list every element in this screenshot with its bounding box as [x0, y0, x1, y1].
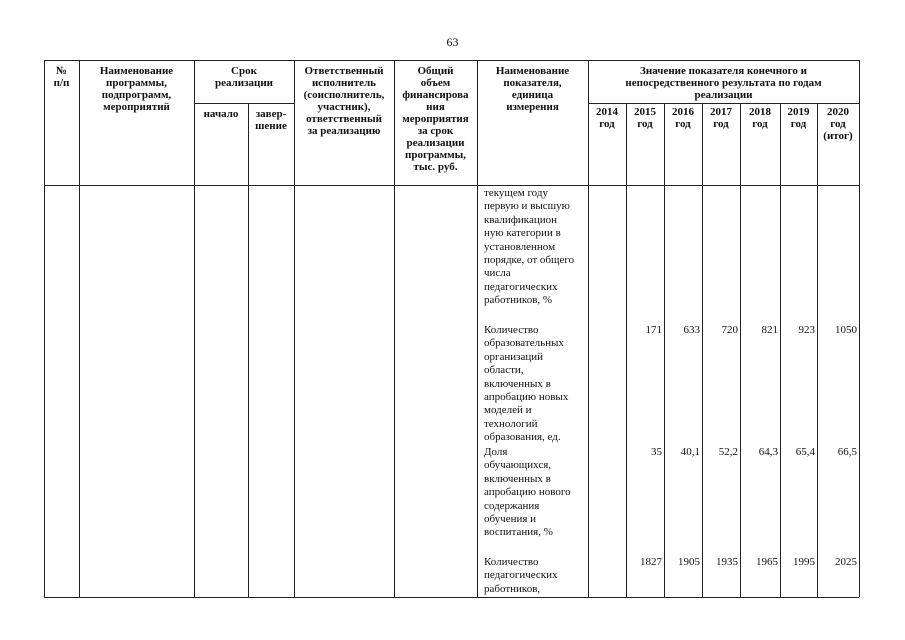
value-cell: 1827 [640, 556, 662, 568]
col-line-12 [780, 103, 781, 597]
value-cell: 65,4 [795, 446, 815, 458]
table-top-border [44, 60, 859, 61]
header-program-name: Наименование программы, подпрограмм, мероприятий [99, 65, 174, 113]
header-term: Срок реализации [214, 65, 274, 89]
header-bottom-rule [44, 185, 859, 186]
header-year-2020: 2020 год (итог) [823, 106, 853, 142]
table-bottom-border [44, 597, 859, 598]
value-cell: 66,5 [837, 446, 857, 458]
header-term-start: начало [203, 108, 239, 120]
indicator-text-4: Количество педагогических работников, [484, 556, 558, 595]
header-year-2016: 2016 год [672, 106, 694, 130]
col-line-8 [626, 103, 627, 597]
value-cell: 1935 [716, 556, 738, 568]
header-year-2015: 2015 год [634, 106, 656, 130]
col-line-2 [194, 60, 195, 597]
value-cell: 923 [798, 324, 815, 336]
col-line-13 [817, 103, 818, 597]
col-line-1 [79, 60, 80, 597]
header-num: № п/п [53, 65, 70, 89]
value-cell: 52,2 [718, 446, 738, 458]
header-year-2017: 2017 год [710, 106, 732, 130]
value-cell: 720 [721, 324, 738, 336]
indicators-table [44, 60, 859, 597]
header-funding: Общий объем финансирова ния мероприятия за срок реализации программы, тыс. руб. [402, 65, 469, 173]
value-cell: 1905 [678, 556, 700, 568]
header-term-end: завер- шение [255, 108, 287, 132]
value-cell: 35 [651, 446, 662, 458]
header-year-2018: 2018 год [749, 106, 771, 130]
value-cell: 1965 [756, 556, 778, 568]
value-cell: 1050 [835, 324, 857, 336]
value-cell: 171 [645, 324, 662, 336]
col-line-3 [248, 103, 249, 597]
value-cell: 40,1 [680, 446, 700, 458]
header-responsible: Ответственный исполнитель (соисполнитель, участник), ответственный за реализацию [303, 65, 385, 137]
header-indicator: Наименование показателя, единица измерения [495, 65, 570, 113]
col-line-11 [740, 103, 741, 597]
header-values-group: Значение показателя конечного и непосредственного результата по годам реализации [625, 65, 822, 101]
indicator-text-2: Количество образовательных организаций области, включенных в апробацию новых моделей и технологий образования, ед. [484, 324, 569, 444]
value-cell: 64,3 [758, 446, 778, 458]
col-line-10 [702, 103, 703, 597]
term-subheader-rule [194, 103, 294, 104]
col-line-9 [664, 103, 665, 597]
header-year-2019: 2019 год [787, 106, 810, 130]
header-year-2014: 2014 год [596, 106, 618, 130]
col-line-7 [588, 60, 589, 597]
indicator-text-1: текущем году первую и высшую квалификацион ную категории в установленном порядке, от общего числа педагогических работников, % [484, 187, 575, 307]
years-subheader-rule [588, 103, 859, 104]
value-cell: 821 [761, 324, 778, 336]
col-line-6 [477, 60, 478, 597]
value-cell: 2025 [835, 556, 857, 568]
col-line-4 [294, 60, 295, 597]
value-cell: 633 [683, 324, 700, 336]
page-number: 63 [446, 35, 459, 49]
value-cell: 1995 [793, 556, 815, 568]
col-line-0 [44, 60, 45, 597]
col-line-14 [859, 60, 860, 597]
indicator-text-3: Доля обучающихся, включенных в апробацию нового содержания обучения и воспитания, % [484, 446, 571, 539]
